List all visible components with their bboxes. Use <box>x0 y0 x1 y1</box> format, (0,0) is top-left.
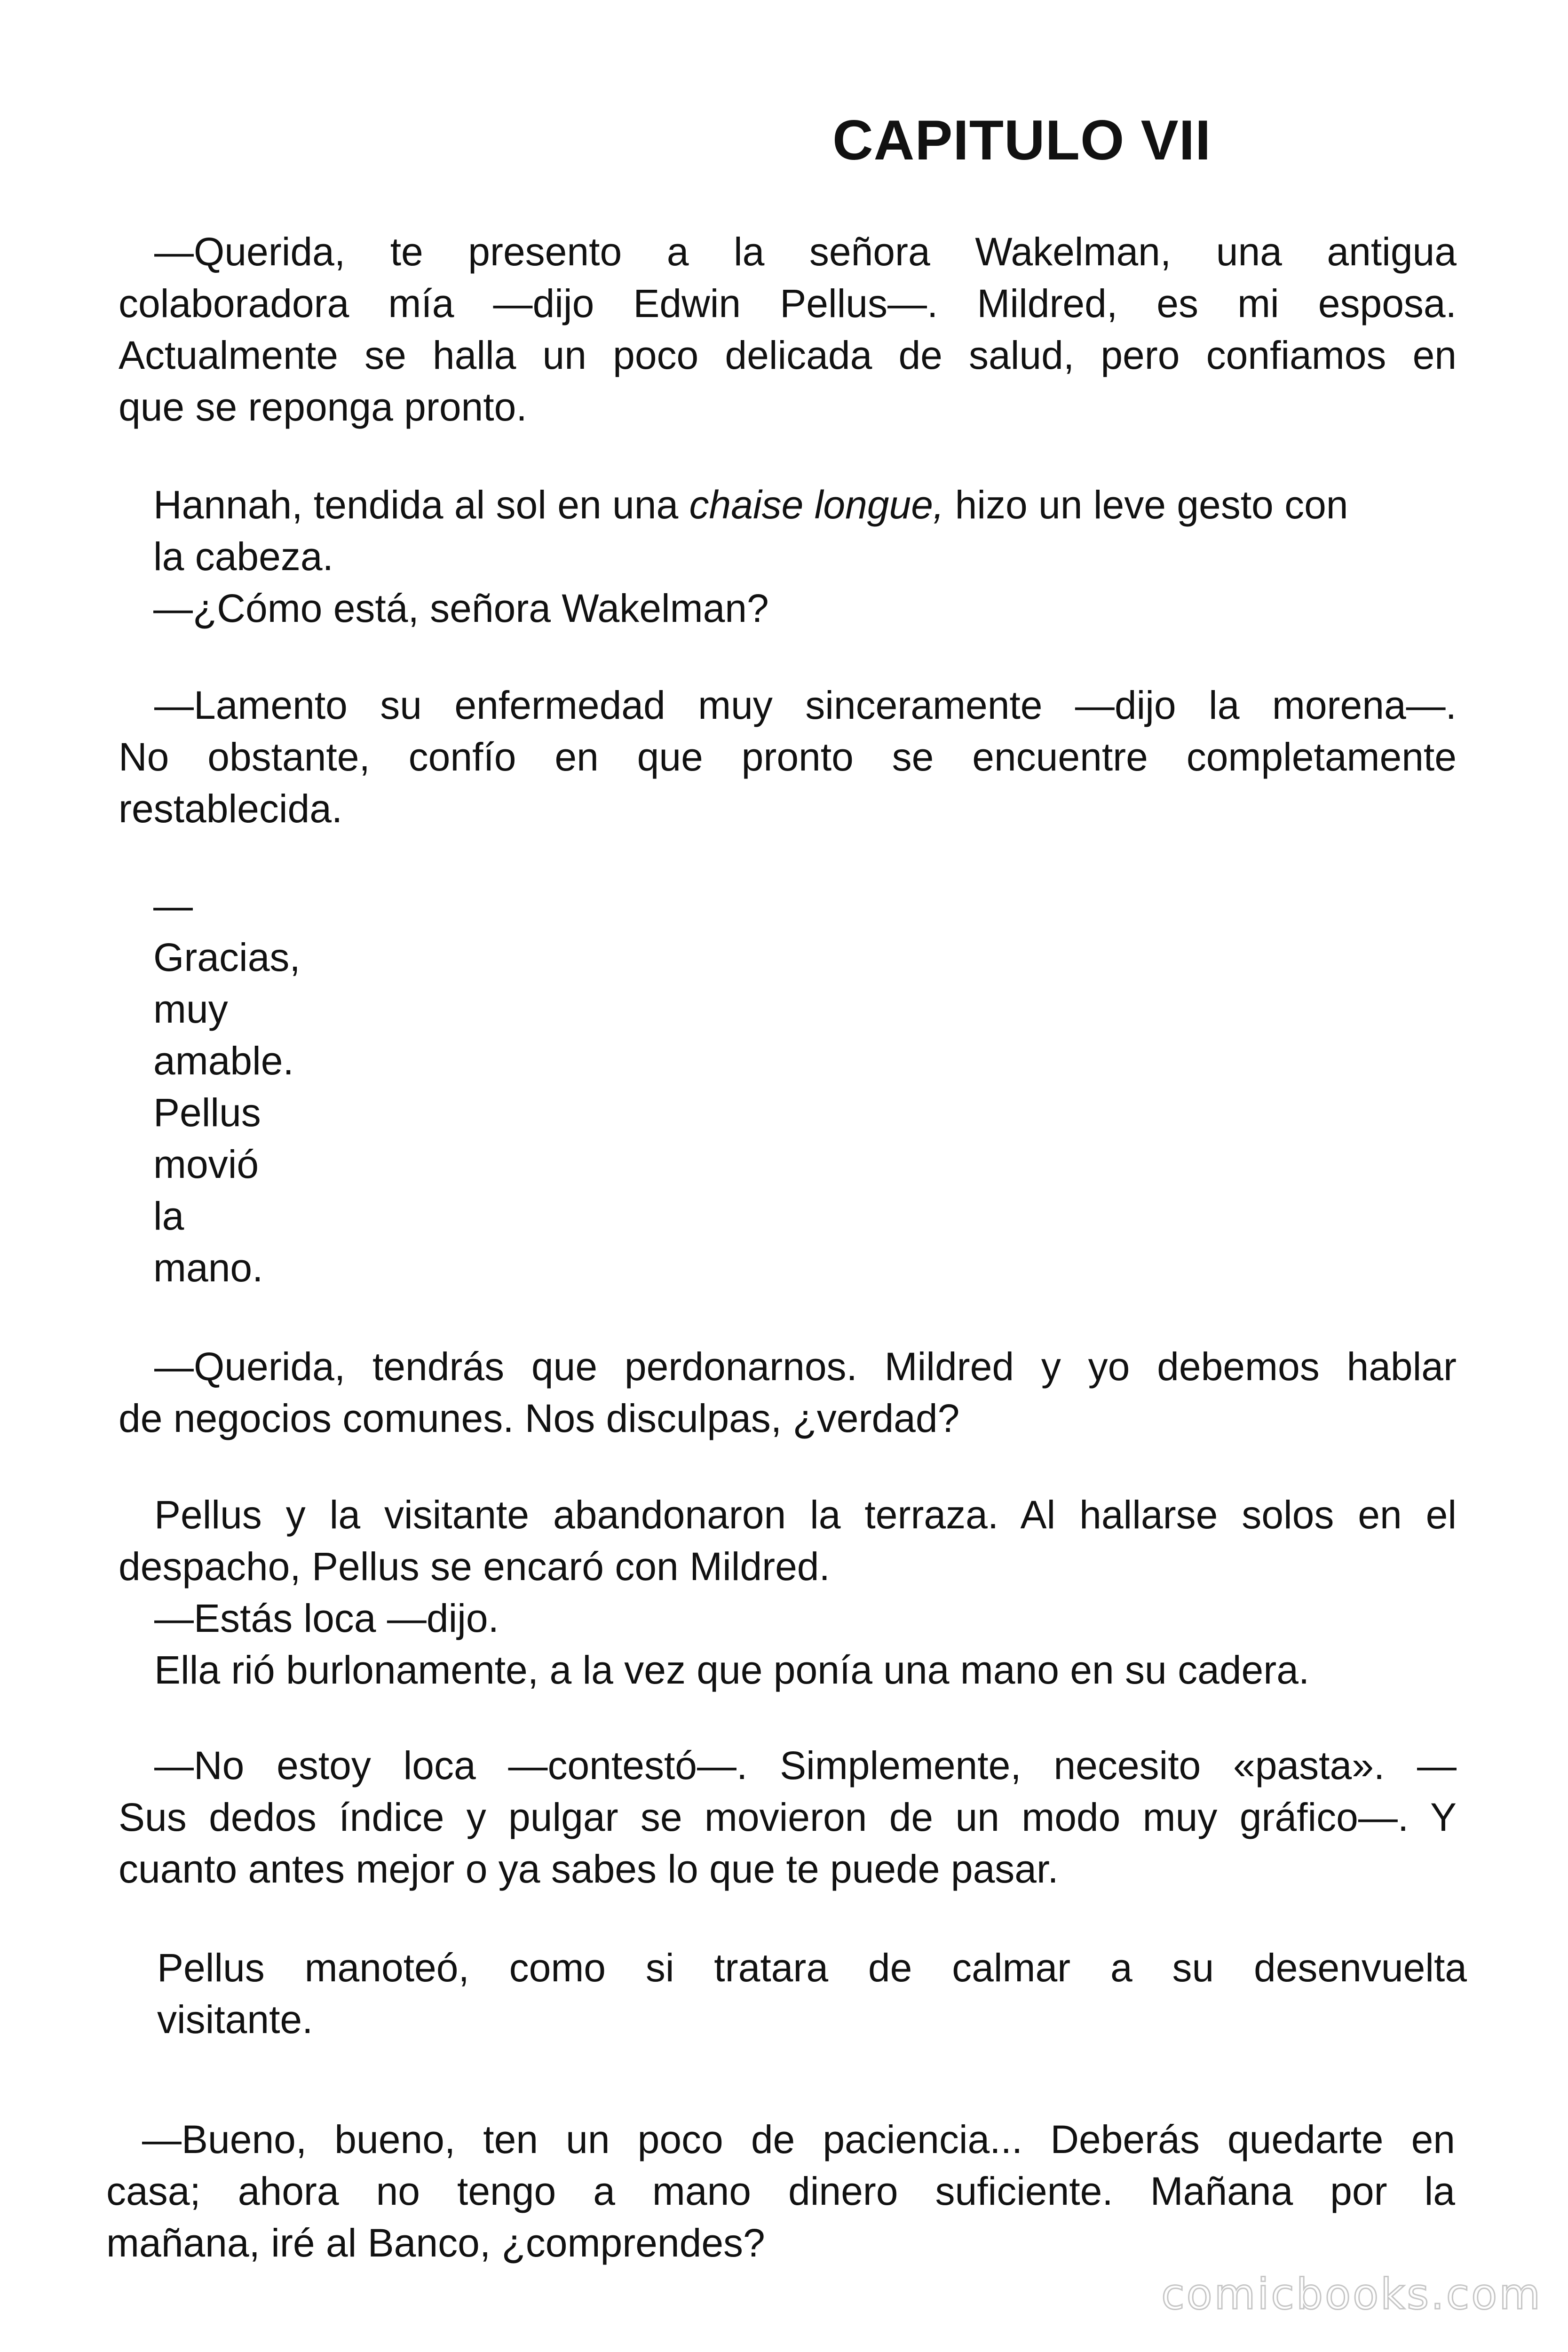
text-line: Pellus manoteó, como si tratara de calmar a su desenvuelta <box>157 1946 1467 1990</box>
text-line: Pellus <box>153 1090 261 1135</box>
text-line: —Bueno, bueno, ten un poco de paciencia... Deberás quedarte en <box>142 2117 1455 2161</box>
text-line: que se reponga pronto. <box>119 385 527 429</box>
paragraph-1 <box>119 226 1457 433</box>
text-run: hizo un leve gesto con <box>944 483 1348 527</box>
text-line <box>153 479 1470 531</box>
text-line: No obstante, confío en que pronto se encuentre completamente <box>119 735 1457 779</box>
text-line: de negocios comunes. Nos disculpas, ¿verdad? <box>119 1396 960 1440</box>
text-line: Sus dedos índice y pulgar se movieron de un modo muy gráfico—. Y <box>119 1795 1457 1839</box>
text-line: Actualmente se halla un poco delicada de salud, pero confiamos en <box>119 333 1457 377</box>
text-line: —Estás loca —dijo. <box>154 1596 499 1640</box>
paragraph-9 <box>106 2114 1455 2269</box>
chapter-title: CAPITULO VII <box>832 109 1212 172</box>
text-line: —Querida, tendrás que perdonarnos. Mildred y yo debemos hablar <box>154 1344 1457 1389</box>
paragraph-4 <box>153 880 530 1294</box>
text-line: mañana, iré al Banco, ¿comprendes? <box>106 2221 765 2265</box>
text-line: —Lamento su enfermedad muy sinceramente —dijo la morena—. <box>154 683 1457 727</box>
text-line: Ella rió burlonamente, a la vez que ponía una mano en su cadera. <box>154 1648 1310 1692</box>
text-line: la cabeza. <box>153 534 333 579</box>
paragraph-8 <box>157 1942 1467 2045</box>
text-line: muy <box>153 987 228 1031</box>
paragraph-7 <box>119 1740 1457 1895</box>
text-line: — <box>153 883 193 928</box>
text-line: —Querida, te presento a la señora Wakelman, una antigua <box>154 230 1457 274</box>
text-line: amable. <box>153 1039 294 1083</box>
text-line: Pellus y la visitante abandonaron la terraza. Al hallarse solos en el <box>154 1493 1457 1537</box>
paragraph-2 <box>153 479 1470 634</box>
text-line: movió <box>153 1142 259 1186</box>
text-line: —No estoy loca —contestó—. Simplemente, necesito «pasta». — <box>154 1743 1457 1788</box>
text-line: Gracias, <box>153 935 301 979</box>
text-line: casa; ahora no tengo a mano dinero suficiente. Mañana por la <box>106 2169 1455 2213</box>
watermark: comicbooks.com <box>1161 2270 1542 2319</box>
text-line: mano. <box>153 1246 263 1290</box>
text-line: cuanto antes mejor o ya sabes lo que te puede pasar. <box>119 1847 1059 1891</box>
text-line: visitante. <box>157 1997 313 2042</box>
italic-text: chaise longue, <box>689 483 944 527</box>
paragraph-5 <box>119 1341 1457 1444</box>
text-run: Hannah, tendida al sol en una <box>153 483 689 527</box>
text-line: colaboradora mía —dijo Edwin Pellus—. Mildred, es mi esposa. <box>119 281 1457 326</box>
text-line: la <box>153 1194 184 1238</box>
text-line: —¿Cómo está, señora Wakelman? <box>153 586 769 630</box>
paragraph-6 <box>119 1489 1457 1696</box>
text-line: restablecida. <box>119 787 343 831</box>
text-line: despacho, Pellus se encaró con Mildred. <box>119 1544 830 1589</box>
paragraph-3 <box>119 679 1457 834</box>
